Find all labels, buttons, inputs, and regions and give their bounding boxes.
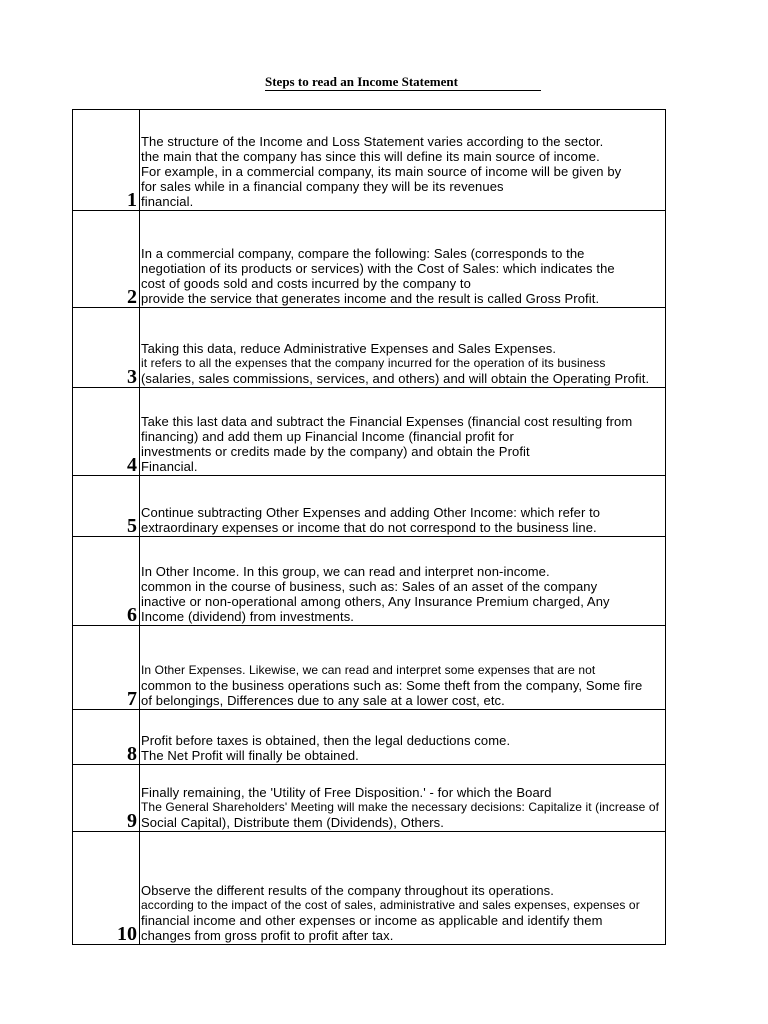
step-number-cell	[73, 211, 140, 307]
step-line: Finally remaining, the 'Utility of Free Disposition.' - for which the Board	[141, 785, 552, 800]
step-text	[141, 505, 695, 535]
step-number: 3	[127, 366, 137, 388]
step-line: financial.	[141, 194, 194, 209]
step-line: cost of goods sold and costs incurred by the company to	[141, 276, 471, 291]
step-line: inactive or non-operational among others, Any Insurance Premium charged, Any	[141, 594, 610, 609]
step-number: 7	[127, 688, 137, 710]
page-title: Steps to read an Income Statement	[265, 74, 541, 91]
step-row-6	[73, 537, 665, 626]
step-line: The structure of the Income and Loss Statement varies according to the sector.	[141, 134, 604, 149]
step-row-10	[73, 832, 665, 944]
step-text	[141, 663, 695, 708]
step-text	[141, 785, 695, 830]
step-line: Observe the different results of the company throughout its operations.	[141, 883, 554, 898]
step-number: 6	[127, 604, 137, 626]
step-number-cell	[73, 832, 140, 944]
step-line: Financial.	[141, 459, 198, 474]
step-line: Taking this data, reduce Administrative Expenses and Sales Expenses.	[141, 341, 557, 356]
step-number: 8	[127, 743, 137, 765]
step-number: 9	[127, 810, 137, 832]
step-row-3	[73, 308, 665, 388]
step-row-4	[73, 388, 665, 476]
step-line: Take this last data and subtract the Financial Expenses (financial cost resulting from	[141, 414, 633, 429]
step-number: 4	[127, 454, 137, 476]
step-line: Continue subtracting Other Expenses and adding Other Income: which refer to	[141, 505, 601, 520]
step-number: 10	[117, 923, 137, 945]
step-row-9	[73, 765, 665, 832]
step-line: of belongings, Differences due to any sale at a lower cost, etc.	[141, 693, 505, 708]
step-number-cell	[73, 388, 140, 475]
step-row-1	[73, 110, 665, 211]
step-line: The Net Profit will finally be obtained.	[141, 748, 359, 763]
step-line: common in the course of business, such as: Sales of an asset of the company	[141, 579, 598, 594]
step-text	[141, 246, 695, 306]
step-number: 5	[127, 515, 137, 537]
step-number-cell	[73, 308, 140, 387]
step-row-8	[73, 710, 665, 765]
step-line: the main that the company has since this will define its main source of income.	[141, 149, 600, 164]
step-text	[141, 414, 695, 474]
step-text	[141, 341, 695, 386]
step-line: In Other Expenses. Likewise, we can read and interpret some expenses that are not	[141, 663, 596, 677]
step-line: extraordinary expenses or income that do not correspond to the business line.	[141, 520, 597, 535]
step-text	[141, 564, 695, 624]
step-line: investments or credits made by the company) and obtain the Profit	[141, 444, 530, 459]
step-number-cell	[73, 765, 140, 831]
step-number: 2	[127, 286, 137, 308]
step-line: for sales while in a financial company they will be its revenues	[141, 179, 504, 194]
step-line: Social Capital), Distribute them (Dividends), Others.	[141, 815, 444, 830]
step-text	[141, 733, 695, 763]
step-number-cell	[73, 710, 140, 764]
step-line: provide the service that generates income and the result is called Gross Profit.	[141, 291, 600, 306]
step-text	[141, 134, 695, 209]
step-line: In a commercial company, compare the following: Sales (corresponds to the	[141, 246, 585, 261]
step-line: financial income and other expenses or income as applicable and identify them	[141, 913, 603, 928]
step-number-cell	[73, 476, 140, 536]
steps-table	[72, 109, 666, 945]
step-line: common to the business operations such as: Some theft from the company, Some fire	[141, 678, 643, 693]
step-text	[141, 883, 695, 943]
step-row-5	[73, 476, 665, 537]
step-number: 1	[127, 189, 137, 211]
step-line: according to the impact of the cost of sales, administrative and sales expenses, expenses or	[141, 898, 640, 912]
step-line: it refers to all the expenses that the company incurred for the operation of its business	[141, 356, 606, 370]
step-line: financing) and add them up Financial Income (financial profit for	[141, 429, 514, 444]
step-number-cell	[73, 626, 140, 709]
step-line: The General Shareholders' Meeting will make the necessary decisions: Capitalize it (increase of	[141, 800, 660, 814]
step-line: Income (dividend) from investments.	[141, 609, 355, 624]
step-number-cell	[73, 110, 140, 210]
step-line: In Other Income. In this group, we can read and interpret non-income.	[141, 564, 550, 579]
step-line: negotiation of its products or services) with the Cost of Sales: which indicates the	[141, 261, 615, 276]
step-row-7	[73, 626, 665, 710]
step-line: Profit before taxes is obtained, then the legal deductions come.	[141, 733, 511, 748]
step-row-2	[73, 211, 665, 308]
step-line: For example, in a commercial company, its main source of income will be given by	[141, 164, 622, 179]
step-number-cell	[73, 537, 140, 625]
step-line: (salaries, sales commissions, services, and others) and will obtain the Operating Profit.	[141, 371, 650, 386]
step-line: changes from gross profit to profit after tax.	[141, 928, 394, 943]
